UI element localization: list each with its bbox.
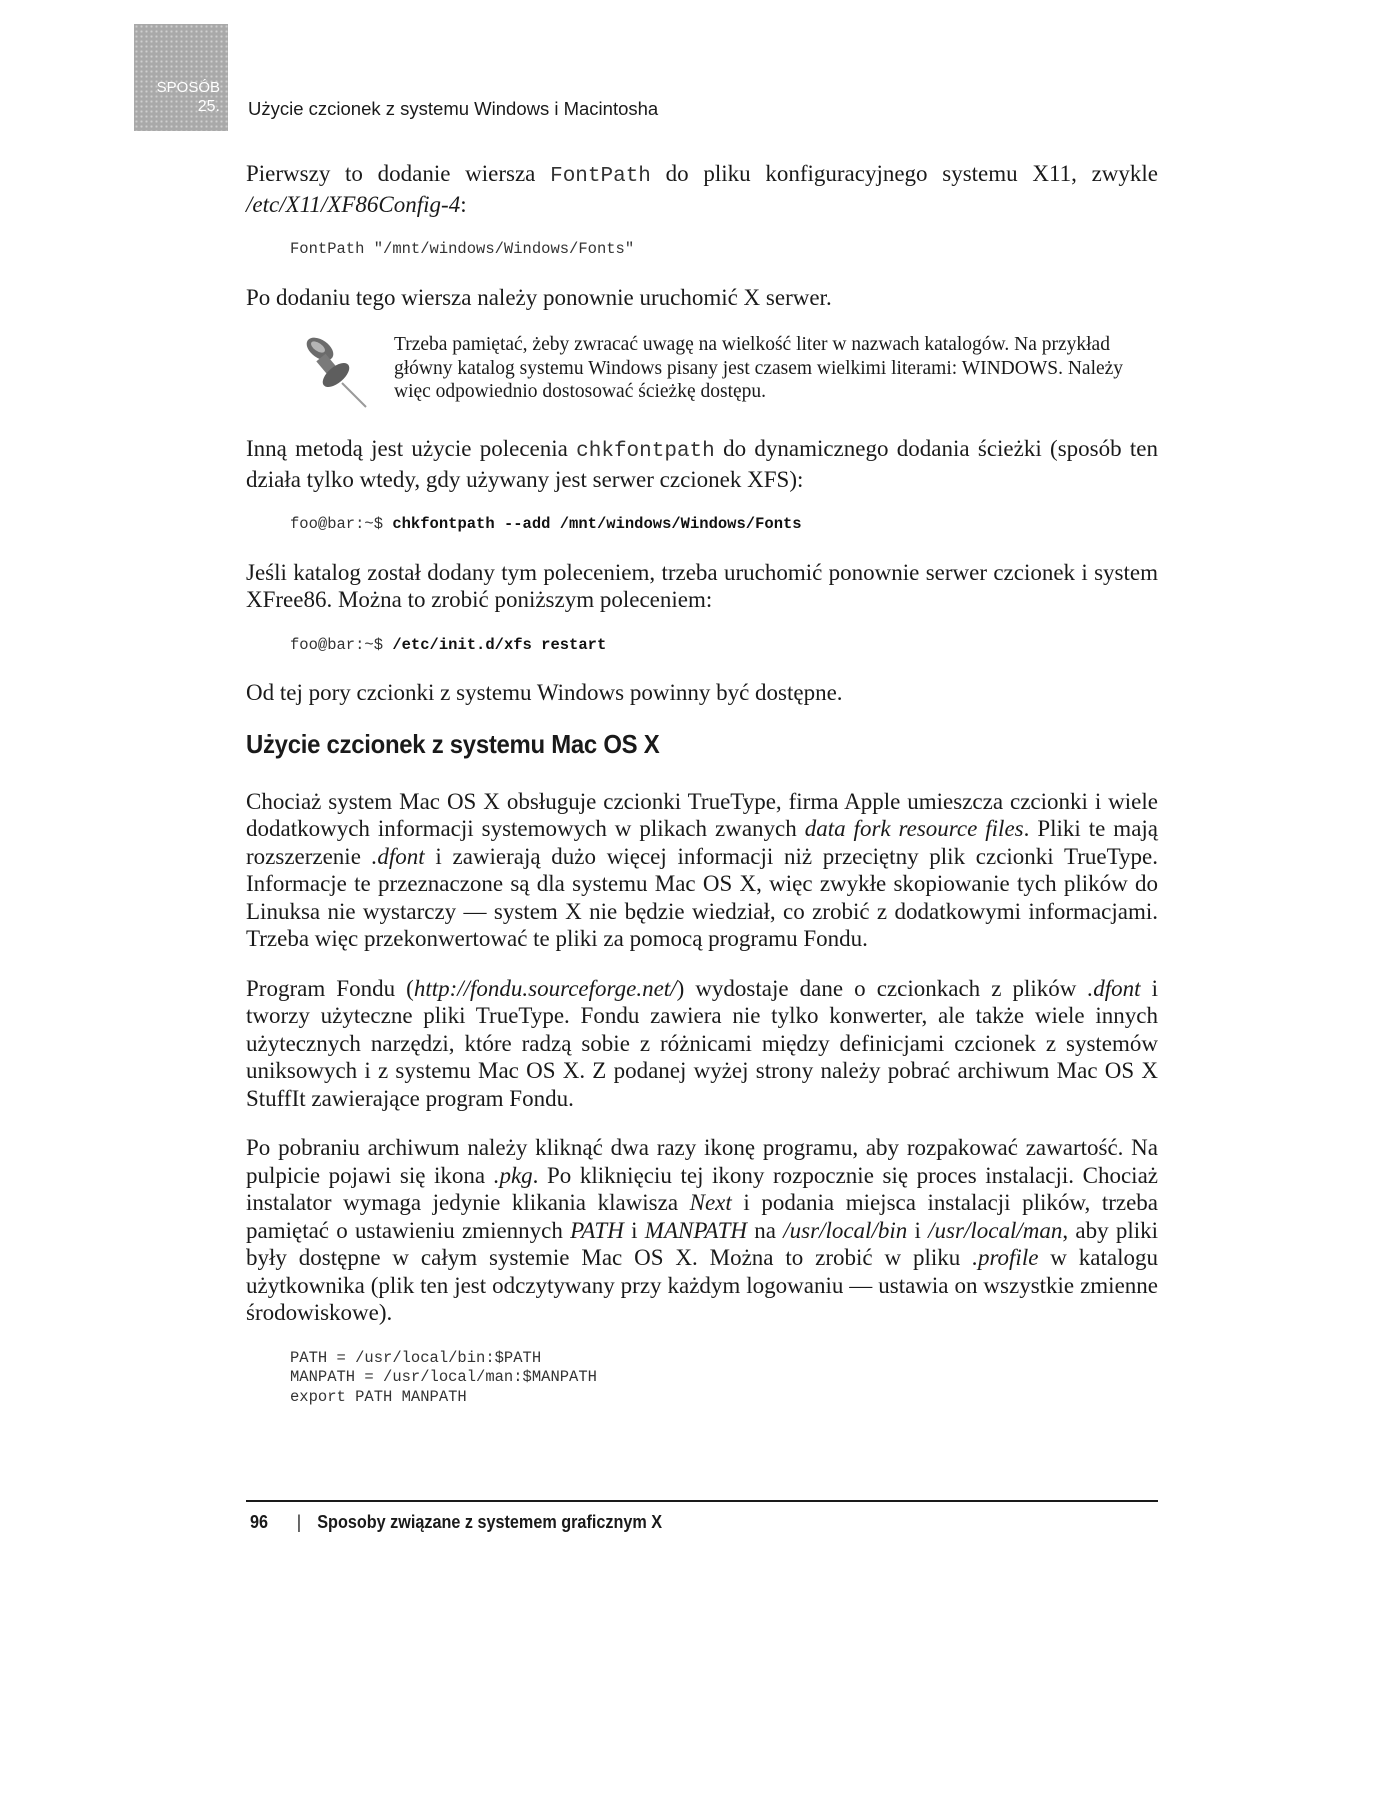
page-number: 96: [250, 1512, 269, 1532]
text: i tworzy użyteczne pliki TrueType. Fondu zawiera nie tylko konwerter, ale także wiele innych użytecznych narzędzi, które radzą sobie z różnicami między definicjami czcionek z systemów uniksowych i z systemu Mac OS X. Z podanej wyżej strony należy pobrać archiwum Mac OS X StuffIt zawierające program Fondu.: [246, 975, 1158, 1111]
shell-command: chkfontpath --add /mnt/windows/Windows/Fonts: [392, 515, 802, 533]
text: Program Fondu (: [246, 975, 414, 1001]
code-block: [290, 636, 1158, 656]
shell-prompt: foo@bar:~$: [290, 635, 393, 654]
paragraph: [246, 1134, 1158, 1327]
paragraph: [246, 435, 1158, 493]
emphasis: Next: [689, 1190, 732, 1215]
code-line: MANPATH = /usr/local/man:$MANPATH: [290, 1368, 597, 1386]
shell-prompt: foo@bar:~$: [290, 515, 393, 533]
badge-label: SPOSÓB: [156, 79, 220, 96]
pushpin-icon: [292, 333, 370, 411]
inline-code: chkfontpath: [576, 440, 715, 463]
code-block: [290, 515, 1158, 535]
emphasis: .pkg: [493, 1162, 533, 1188]
section-badge: [134, 24, 228, 131]
url: http://fondu.sourceforge.net/: [413, 975, 677, 1001]
paragraph: Po dodaniu tego wiersza należy ponownie uruchomić X serwer.: [246, 284, 832, 310]
code-block: FontPath "/mnt/windows/Windows/Fonts": [290, 240, 635, 258]
section-heading: Użycie czcionek z systemu Mac OS X: [246, 728, 660, 759]
badge-number: 25.: [197, 98, 220, 115]
text: . Po kliknięciu tej ikony rozpocznie się proces instalacji. Chociaż instalator wymaga jedynie klikania klawisza: [246, 1162, 1158, 1215]
text: do dynamicznego dodania ścieżki (sposób ten działa tylko wtedy, gdy używany jest serwer czcionek XFS):: [246, 436, 1159, 492]
emphasis: PATH: [570, 1217, 624, 1243]
note-box: [292, 333, 1158, 411]
emphasis: .dfont: [371, 843, 425, 869]
page-footer: [250, 1512, 662, 1533]
text: Inną metodą jest użycie polecenia: [246, 436, 577, 461]
text: ) wydostaje dane o czcionkach z plików: [676, 975, 1088, 1001]
code-line: export PATH MANPATH: [290, 1387, 467, 1406]
shell-command: /etc/init.d/xfs restart: [392, 635, 607, 654]
text: , aby pliki były dostępne w całym systemie Mac OS X. Można to zrobić w pliku: [246, 1217, 1159, 1270]
text: do pliku konfiguracyjnego systemu X11, zwykle: [650, 161, 1158, 186]
text: i podania miejsca instalacji plików, trzeba pamiętać o ustawieniu zmiennych: [246, 1190, 1158, 1243]
note-text: Trzeba pamiętać, żeby zwracać uwagę na wielkość liter w nazwach katalogów. Na przykład główny katalog systemu Windows pisany jest czasem wielkimi literami: WINDOWS. Należy więc odpowiednio dostosować ścieżkę dostępu.: [394, 334, 1124, 402]
page-body: [246, 160, 1158, 1431]
emphasis: /usr/local/man: [928, 1217, 1063, 1243]
paragraph: [246, 788, 1158, 953]
emphasis: data fork resource files: [804, 816, 1024, 841]
text: Chociaż system Mac OS X obsługuje czcionki TrueType, firma Apple umieszcza czcionki i wiele dodatkowych informacji systemowych w plikach zwanych: [246, 788, 1158, 841]
file-path: /etc/X11/XF86Config-4: [246, 191, 461, 217]
paragraph: [246, 160, 1158, 218]
text: Pierwszy to dodanie wiersza: [246, 161, 551, 186]
code-line: PATH = /usr/local/bin:$PATH: [290, 1348, 542, 1367]
emphasis: .dfont: [1087, 975, 1141, 1001]
running-head: Użycie czcionek z systemu Windows i Macintosha: [248, 98, 659, 119]
paragraph: Od tej pory czcionki z systemu Windows powinny być dostępne.: [246, 680, 843, 705]
text: i zawierają dużo więcej informacji niż przeciętny plik czcionki TrueType. Informacje te przeznaczone są dla systemu Mac OS X, więc zwykłe skopiowanie tych plików do Linuksa nie wystarczy — system X nie będzie wiedział, co zrobić z dodatkowymi informacjami. Trzeba więc przekonwertować te pliki za pomocą programu Fondu.: [246, 843, 1158, 951]
code-block: [290, 1349, 1158, 1408]
paragraph: Jeśli katalog został dodany tym poleceniem, trzeba uruchomić ponownie serwer czcionek i system XFree86. Można to zrobić poniższym poleceniem:: [246, 559, 1158, 612]
text: i: [623, 1217, 645, 1243]
chapter-title: Sposoby związane z systemem graficznym X: [317, 1512, 663, 1532]
text: Po pobraniu archiwum należy kliknąć dwa razy ikonę programu, aby rozpakować zawartość. Na pulpicie pojawi się ikona: [246, 1135, 1158, 1188]
emphasis: .profile: [972, 1245, 1039, 1270]
text: w katalogu użytkownika (plik ten jest odczytywany przy każdym logowaniu — ustawia on wszystkie zmienne środowiskowe).: [246, 1245, 1158, 1325]
footer-separator: |: [296, 1512, 302, 1532]
text: :: [460, 191, 467, 217]
footer-rule: [246, 1500, 1158, 1502]
text: i: [907, 1217, 929, 1243]
emphasis: /usr/local/bin: [783, 1217, 908, 1243]
text: . Pliki te mają rozszerzenie: [246, 816, 1159, 869]
text: na: [747, 1217, 784, 1243]
inline-code: FontPath: [550, 165, 651, 188]
emphasis: MANPATH: [644, 1217, 748, 1243]
paragraph: [246, 975, 1158, 1113]
